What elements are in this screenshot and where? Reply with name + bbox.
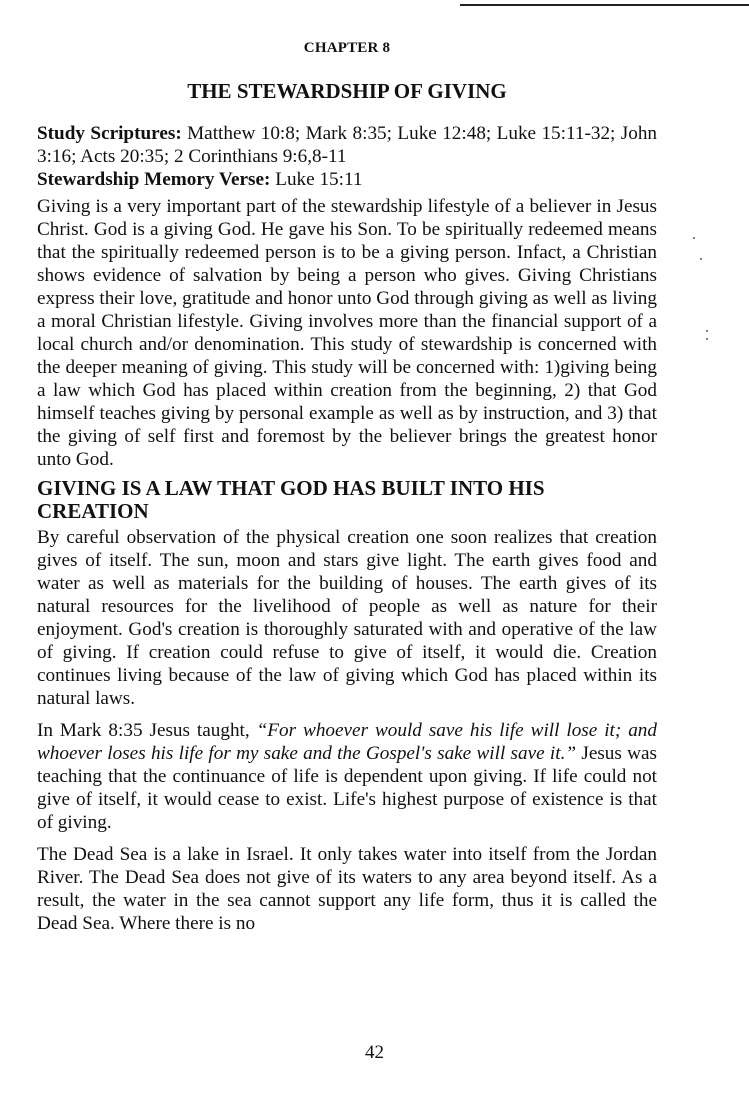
chapter-label: CHAPTER 8 [303,40,391,56]
speck [693,237,695,239]
chapter-title: THE STEWARDSHIP OF GIVING [187,79,507,103]
mark-explanation: Jesus was teaching that the continuance of life is dependent upon giving. If life could not give of itself, it would cease to exist. Life's highest purpose of existence is that of giving. [37,743,657,833]
study-scriptures-label: Study Scriptures: [37,123,182,144]
memory-verse-label: Stewardship Memory Verse: [37,169,271,190]
page-content [37,40,657,935]
study-scriptures [37,122,657,191]
mark-quote: “For whoever would save his life will lose it; and whoever loses his life for my sake and the Gospel's sake will save it.” [37,720,657,764]
memory-verse-text: Luke 15:11 [275,169,363,190]
page-number: 42 [365,1042,384,1063]
paragraph-creation: By careful observation of the physical creation one soon realizes that creation gives of itself. The sun, moon and stars give light. The earth gives food and water as well as materials for the building of houses. The earth gives of its natural resources for the livelihood of people as well as nature for their enjoyment. God's creation is thoroughly saturated with and operative of the law of giving. If creation could refuse to give of itself, it would die. Creation continues living because of the law of giving which God has placed within its natural laws. [37,527,657,709]
mark-intro: In Mark 8:35 Jesus taught, [37,720,257,741]
paragraph-dead-sea: The Dead Sea is a lake in Israel. It only takes water into itself from the Jordan River. The Dead Sea does not give of its waters to any area beyond itself. As a result, the water in the sea cannot support any life form, thus it is called the Dead Sea. Where there is no [37,844,657,934]
section-heading: GIVING IS A LAW THAT GOD HAS BUILT INTO HIS CREATION [37,476,545,523]
speck [706,330,708,332]
speck [700,258,702,260]
paragraph-intro: Giving is a very important part of the stewardship lifestyle of a believer in Jesus Christ. God is a giving God. He gave his Son. To be spiritually redeemed means that the spiritually redeemed person is to be a giving person. Infact, a Christian shows evidence of salvation by being a person who gives. Giving Christians express their love, gratitude and honor unto God through giving as well as living a moral Christian lifestyle. Giving involves more than the financial support of a local church and/or denomination. This study of stewardship is concerned with the deeper meaning of giving. This study will be concerned with: 1)giving being a law which God has placed within creation from the beginning, 2) that God himself teaches giving by personal example as well as by instruction, and 3) that the giving of self first and foremost by the believer brings the greatest honor unto God. [37,196,657,470]
study-scriptures-text: Matthew 10:8; Mark 8:35; Luke 12:48; Luke 15:11-32; John 3:16; Acts 20:35; 2 Corinthians 9:6,8-11 [37,123,658,167]
paragraph-mark [37,719,657,834]
speck [706,338,708,340]
top-rule [460,4,749,6]
